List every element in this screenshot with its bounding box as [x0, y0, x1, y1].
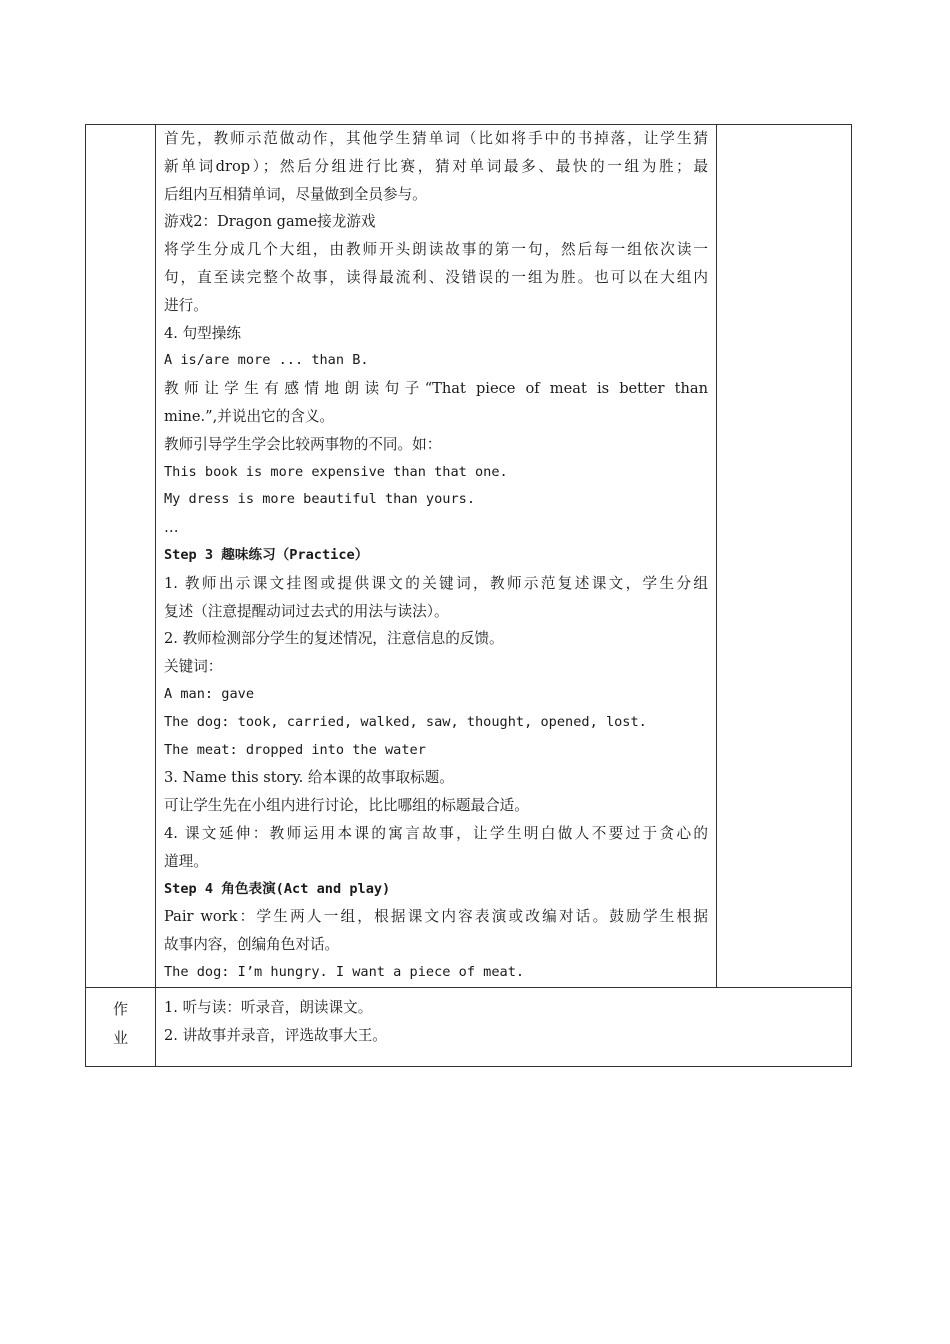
text-line: 游戏2：Dragon game接龙游戏	[164, 213, 376, 231]
section-heading: 4. 句型操练	[164, 324, 241, 342]
homework-item: 2. 讲故事并录音，评选故事大王。	[164, 1026, 387, 1044]
text-line: 教师引导学生学会比较两事物的不同。如：	[164, 435, 442, 453]
homework-item: 1. 听与读：听录音，朗读课文。	[164, 998, 373, 1016]
text-line: 故事内容，创编角色对话。	[164, 936, 340, 954]
text-line: 教师让学生有感情地朗读句子“That piece of meat is better than	[164, 380, 708, 398]
keyword-line: A man: gave	[164, 685, 255, 702]
procedure-label-cell	[86, 125, 156, 988]
text-line: 首先，教师示范做动作，其他学生猜单词（比如将手中的书掉落，让学生猜	[164, 130, 708, 147]
text-line: 4. 课文延伸：教师运用本课的寓言故事，让学生明白做人不要过于贪心的	[164, 824, 708, 842]
procedure-content	[156, 125, 716, 987]
text-line: 道理。	[164, 852, 208, 870]
homework-label-cell	[86, 987, 156, 1066]
text-line: 1. 教师出示课文挂图或提供课文的关键词，教师示范复述课文，学生分组	[164, 574, 708, 592]
text-line: 进行。	[164, 296, 208, 314]
dialogue-line: The dog: I’m hungry. I want a piece of meat.	[164, 963, 525, 980]
homework-list	[156, 988, 851, 1050]
step-heading: Step 4 角色表演(Act and play)	[164, 880, 391, 897]
procedure-row	[86, 125, 852, 988]
homework-label-char: 业	[112, 1028, 128, 1047]
text-line: A is/are more ... than B.	[164, 352, 369, 369]
homework-content-cell	[156, 987, 852, 1066]
step-heading: Step 3 趣味练习（Practice）	[164, 546, 369, 563]
example-sentence: My dress is more beautiful than yours.	[164, 491, 475, 508]
keyword-line: The meat: dropped into the water	[164, 741, 426, 758]
procedure-note-cell	[717, 125, 852, 988]
procedure-content-cell	[156, 125, 717, 988]
text-line: 2. 教师检测部分学生的复述情况，注意信息的反馈。	[164, 630, 504, 648]
text-line: 复述（注意提醒动词过去式的用法与读法）。	[164, 602, 449, 620]
homework-label-char: 作	[112, 999, 128, 1018]
text-line: mine.”,并说出它的含义。	[164, 407, 335, 425]
text-line: 可让学生先在小组内进行讨论，比比哪组的标题最合适。	[164, 797, 529, 815]
text-line: 将学生分成几个大组，由教师开头朗读故事的第一句，然后每一组依次读一	[164, 241, 708, 259]
text-line: Pair work：学生两人一组，根据课文内容表演或改编对话。鼓励学生根据	[164, 908, 708, 926]
text-line: 关键词：	[164, 658, 223, 676]
lesson-plan-table	[85, 124, 852, 1067]
example-sentence: This book is more expensive than that one.	[164, 463, 508, 480]
ellipsis: …	[164, 519, 179, 537]
text-line: 3. Name this story. 给本课的故事取标题。	[164, 769, 454, 787]
keyword-line: The dog: took, carried, walked, saw, thought, opened, lost.	[164, 713, 647, 730]
text-line: 句，直至读完整个故事，读得最流利、没错误的一组为胜。也可以在大组内	[164, 268, 708, 286]
homework-label	[86, 988, 155, 1053]
homework-row	[86, 987, 852, 1066]
text-line: 后组内互相猜单词，尽量做到全员参与。	[164, 185, 427, 203]
text-line: 新单词drop）；然后分组进行比赛，猜对单词最多、最快的一组为胜；最	[164, 157, 708, 175]
